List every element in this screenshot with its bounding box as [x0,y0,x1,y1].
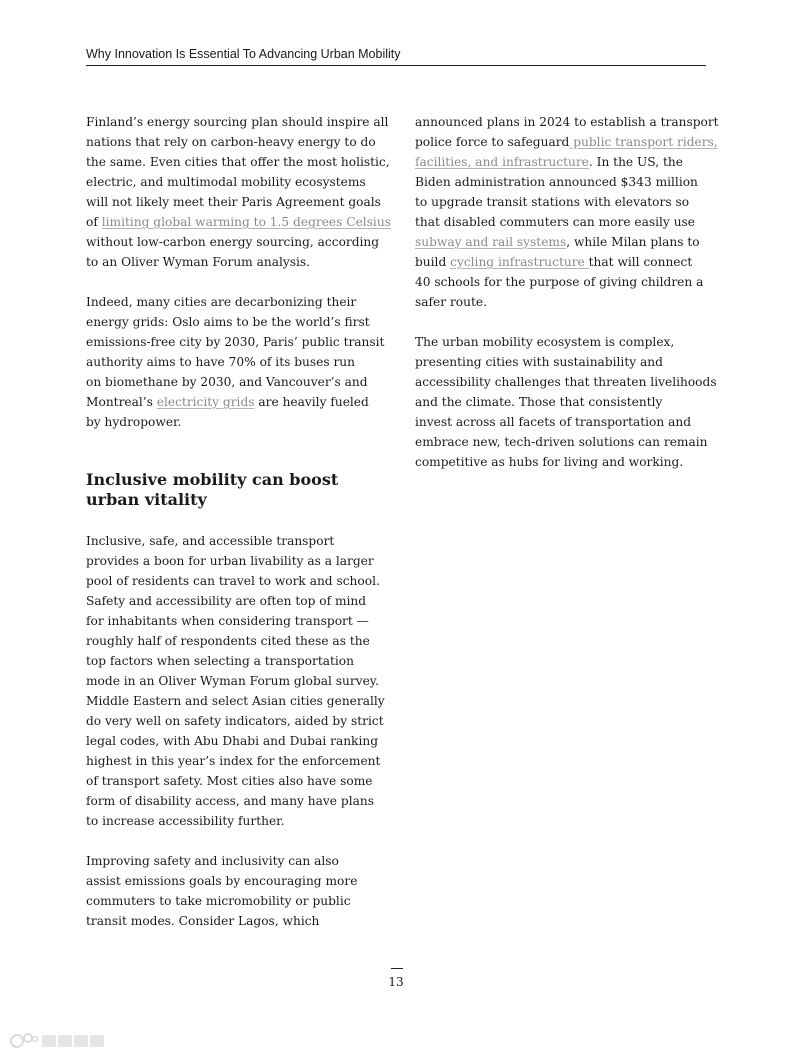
text-line: do very well on safety indicators, aided by strict [86,714,384,728]
text-line: and the climate. Those that consistently [415,395,663,409]
text-segment: police force to safeguard [415,135,570,149]
text-line: pool of residents can travel to work and school. [86,574,380,588]
text-line [86,212,391,232]
text-line: safer route. [415,295,487,309]
text-line [415,232,715,252]
text-line: will not likely meet their Paris Agreement goals [86,195,381,209]
text-line: invest across all facets of transportation and [415,415,692,429]
text-line [86,392,386,412]
link-limiting-global-warming[interactable]: limiting global warming to 1.5 degrees Celsius [101,215,391,229]
text-line: competitive as hubs for living and working. [415,455,684,469]
link-facilities-infrastructure[interactable]: facilities, and infrastructure [415,155,589,169]
text-line: top factors when selecting a transportation [86,654,354,668]
text-line: Finland’s energy sourcing plan should inspire all [86,115,389,129]
text-line: nations that rely on carbon-heavy energy to do [86,135,376,149]
link-cycling-infrastructure[interactable]: cycling infrastructure [450,255,589,269]
text-line: embrace new, tech-driven solutions can remain [415,435,708,449]
running-header-title: Why Innovation Is Essential To Advancing Urban Mobility [86,47,401,61]
text-line: Middle Eastern and select Asian cities generally [86,694,385,708]
text-line: to an Oliver Wyman Forum analysis. [86,255,311,269]
text-line: provides a boon for urban livability as a larger [86,554,374,568]
text-line [415,152,715,172]
text-line: by hydropower. [86,415,182,429]
paragraph-inclusive-transport [86,531,386,831]
text-line: announced plans in 2024 to establish a transport [415,115,719,129]
text-line: energy grids: Oslo aims to be the world’s first [86,315,370,329]
link-subway-rail-systems[interactable]: subway and rail systems [415,235,567,249]
text-line: mode in an Oliver Wyman Forum global survey. [86,674,379,688]
text-line: the same. Even cities that offer the most holistic, [86,155,390,169]
left-column [86,112,391,951]
link-public-transport-riders[interactable]: public transport riders, [569,135,718,149]
right-column [415,112,719,492]
text-line: to upgrade transit stations with elevators so [415,195,690,209]
text-line: authority aims to have 70% of its buses run [86,355,356,369]
text-line: emissions-free city by 2030, Paris’ public transit [86,335,385,349]
text-segment: of [86,215,102,229]
page-number: 13 [388,975,404,989]
text-line: electric, and multimodal mobility ecosystems [86,175,366,189]
text-line: roughly half of respondents cited these as the [86,634,370,648]
text-line: transit modes. Consider Lagos, which [86,914,320,928]
text-segment: . In the US, the [588,155,683,169]
paragraph-decarbonizing-grids [86,292,386,432]
paragraph-ecosystem-summary [415,332,715,472]
text-segment: that will connect [588,255,693,269]
heading-line: urban vitality [86,490,207,509]
text-line: commuters to take micromobility or public [86,894,351,908]
text-line: to increase accessibility further. [86,814,285,828]
text-line: Biden administration announced $343 million [415,175,698,189]
text-line: on biomethane by 2030, and Vancouver’s and [86,375,368,389]
text-segment: , while Milan plans to [566,235,700,249]
text-line: presenting cities with sustainability and [415,355,663,369]
text-line: of transport safety. Most cities also have some [86,774,373,788]
text-segment: Montreal’s [86,395,157,409]
text-line [415,132,718,152]
link-electricity-grids[interactable]: electricity grids [156,395,255,409]
running-header [86,46,706,66]
text-line: Indeed, many cities are decarbonizing their [86,295,357,309]
text-line: for inhabitants when considering transport — [86,614,369,628]
text-line: that disabled commuters can more easily use [415,215,696,229]
text-line: assist emissions goals by encouraging more [86,874,358,888]
text-segment: build [415,255,451,269]
page-number-rule [391,968,403,969]
text-line: accessibility challenges that threaten livelihoods [415,375,717,389]
paragraph-safety-emissions [86,851,386,931]
text-line [415,252,715,272]
text-line: without low-carbon energy sourcing, according [86,235,380,249]
text-line: legal codes, with Abu Dhabi and Dubai ranking [86,734,378,748]
text-segment: are heavily fueled [254,395,369,409]
text-line: The urban mobility ecosystem is complex, [415,335,675,349]
text-line: form of disability access, and many have plans [86,794,374,808]
text-line: 40 schools for the purpose of giving children a [415,275,704,289]
paragraph-lagos-transport [415,112,719,312]
text-line: highest in this year’s index for the enforcement [86,754,381,768]
text-line: Inclusive, safe, and accessible transport [86,534,335,548]
paragraph-energy-sourcing [86,112,391,272]
text-line: Safety and accessibility are often top of mind [86,594,367,608]
text-line: Improving safety and inclusivity can also [86,854,339,868]
heading-line: Inclusive mobility can boost [86,470,339,489]
section-heading-inclusive-mobility [86,470,386,510]
logo-watermark-icon [8,1030,106,1052]
